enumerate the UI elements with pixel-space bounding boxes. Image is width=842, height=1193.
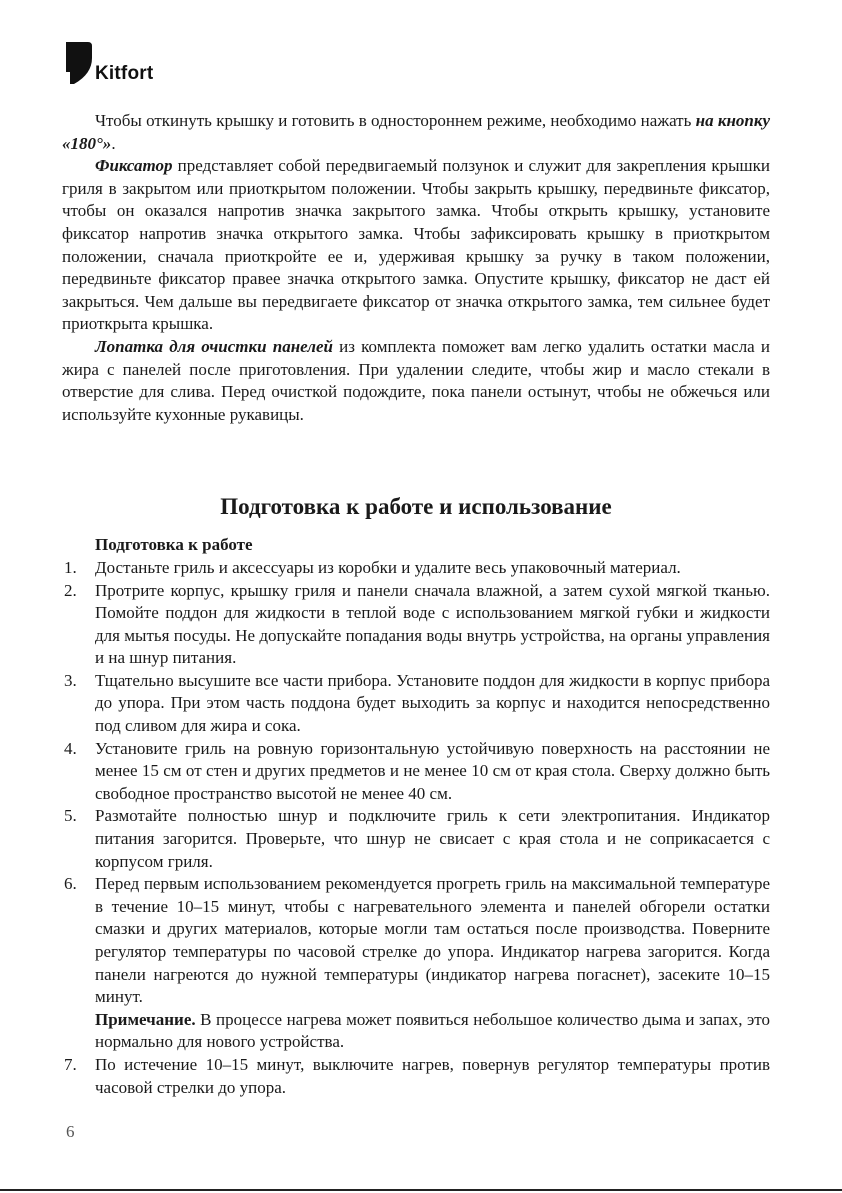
button-180-term: на кнопку «180°» bbox=[62, 111, 770, 153]
step-item-1 bbox=[62, 557, 770, 580]
step-text: Размотайте полностью шнур и подключите гриль к сети электропитания. Индикатор питания загорится. Проверьте, что шнур не свисает с края стола и не соприкасается с корпусом гриля. bbox=[95, 806, 770, 871]
brand-logo bbox=[64, 40, 153, 86]
step-text: Перед первым использованием рекомендуется прогреть гриль на максимальной температуре в течение 10–15 минут, чтобы с нагревательного элемента и панелей обгорели остатки смазки и других материалов, которые могли там остаться после производства. Поверните регулятор температуры по часовой стрелке до упора. Индикатор нагрева загорится. Когда панели нагреются до нужной температуры (индикатор нагрева погаснет), засеките 10–15 минут. bbox=[95, 874, 770, 1007]
step-item-3 bbox=[62, 670, 770, 738]
note bbox=[95, 1009, 770, 1054]
section-subtitle: Подготовка к работе bbox=[95, 535, 253, 555]
step-item-5 bbox=[62, 805, 770, 873]
step-text: Установите гриль на ровную горизонтальную устойчивую поверхность на расстоянии не менее 15 см от стен и других предметов и не менее 10 см от края стола. Сверху должно быть свободное пространство высотой не менее 40 см. bbox=[95, 738, 770, 803]
section-title: Подготовка к работе и использование bbox=[220, 494, 612, 520]
step-text: По истечение 10–15 минут, выключите нагрев, повернув регулятор температуры против часовой стрелки до упора. bbox=[95, 1054, 770, 1097]
step-item-6 bbox=[62, 873, 770, 1054]
step-number: 6. bbox=[64, 874, 77, 894]
step-number: 1. bbox=[64, 557, 77, 577]
step-item-4 bbox=[62, 738, 770, 806]
step-number: 2. bbox=[64, 580, 77, 600]
step-number: 7. bbox=[64, 1054, 77, 1074]
step-text: Тщательно высушите все части прибора. Установите поддон для жидкости в корпус прибора до упора. При этом часть поддона будет выходить за корпус и находится непосредственно под сливом для жира и сока. bbox=[95, 670, 770, 736]
brand-name: Kitfort bbox=[95, 63, 154, 84]
step-item-7 bbox=[62, 1054, 770, 1099]
intro-p3-text: из комплекта поможет вам легко удалить остатки масла и жира с панелей после приготовления. При удалении следите, чтобы жир и масло стекали в отверстие для слива. Перед очисткой подождите, пока панели остынут, чтобы не обжечься или используйте кухонные рукавицы. bbox=[62, 336, 770, 424]
step-text: Достаньте гриль и аксессуары из коробки и удалите весь упаковочный материал. bbox=[95, 557, 681, 577]
intro-paragraph-2 bbox=[62, 155, 770, 336]
page-number: 6 bbox=[66, 1122, 75, 1141]
spatula-term: Лопатка для очистки панелей bbox=[95, 336, 333, 356]
bottom-rule bbox=[0, 1189, 842, 1191]
note-text: В процессе нагрева может появиться небольшое количество дыма и запах, это нормально для нового устройства. bbox=[95, 1009, 770, 1052]
step-number: 4. bbox=[64, 738, 77, 758]
note-label: Примечание. bbox=[95, 1009, 196, 1029]
latch-term: Фиксатор bbox=[95, 156, 173, 176]
intro-paragraph-3 bbox=[62, 336, 770, 426]
step-text: Протрите корпус, крышку гриля и панели сначала влажной, а затем сухой мягкой тканью. Помойте поддон для жидкости в теплой воде с использованием мягкой губки и жидкости для мытья посуды. Не допускайте попадания воды внутрь устройства, на органы управления и на шнур питания. bbox=[95, 580, 770, 668]
intro-paragraph-1 bbox=[62, 110, 770, 155]
step-number: 3. bbox=[64, 670, 77, 690]
steps-list bbox=[62, 557, 770, 1099]
intro-p1-text: Чтобы откинуть крышку и готовить в одностороннем режиме, необходимо нажать bbox=[95, 111, 696, 130]
step-number: 5. bbox=[64, 806, 77, 826]
step-item-2 bbox=[62, 580, 770, 670]
page-content bbox=[62, 110, 770, 1099]
kitfort-logo-icon bbox=[64, 40, 94, 86]
intro-p1-end: . bbox=[111, 133, 116, 153]
intro-p2-text: представляет собой передвигаемый ползунок и служит для закрепления крышки гриля в закрытом или приоткрытом положении. Чтобы закрыть крышку, передвиньте фиксатор, чтобы он оказался напротив значка закрытого замка. Чтобы открыть крышку, установите фиксатор напротив значка открытого замка. Чтобы зафиксировать крышку в приоткрытом положении, сначала приоткройте ее и, удерживая крышку за ручку в таком положении, передвиньте фиксатор правее значка открытого замка. Опустите крышку, фиксатор не даст ей закрыться. Чем дальше вы передвигаете фиксатор от значка открытого замка, тем сильнее будет приоткрыта крышка. bbox=[62, 156, 770, 334]
